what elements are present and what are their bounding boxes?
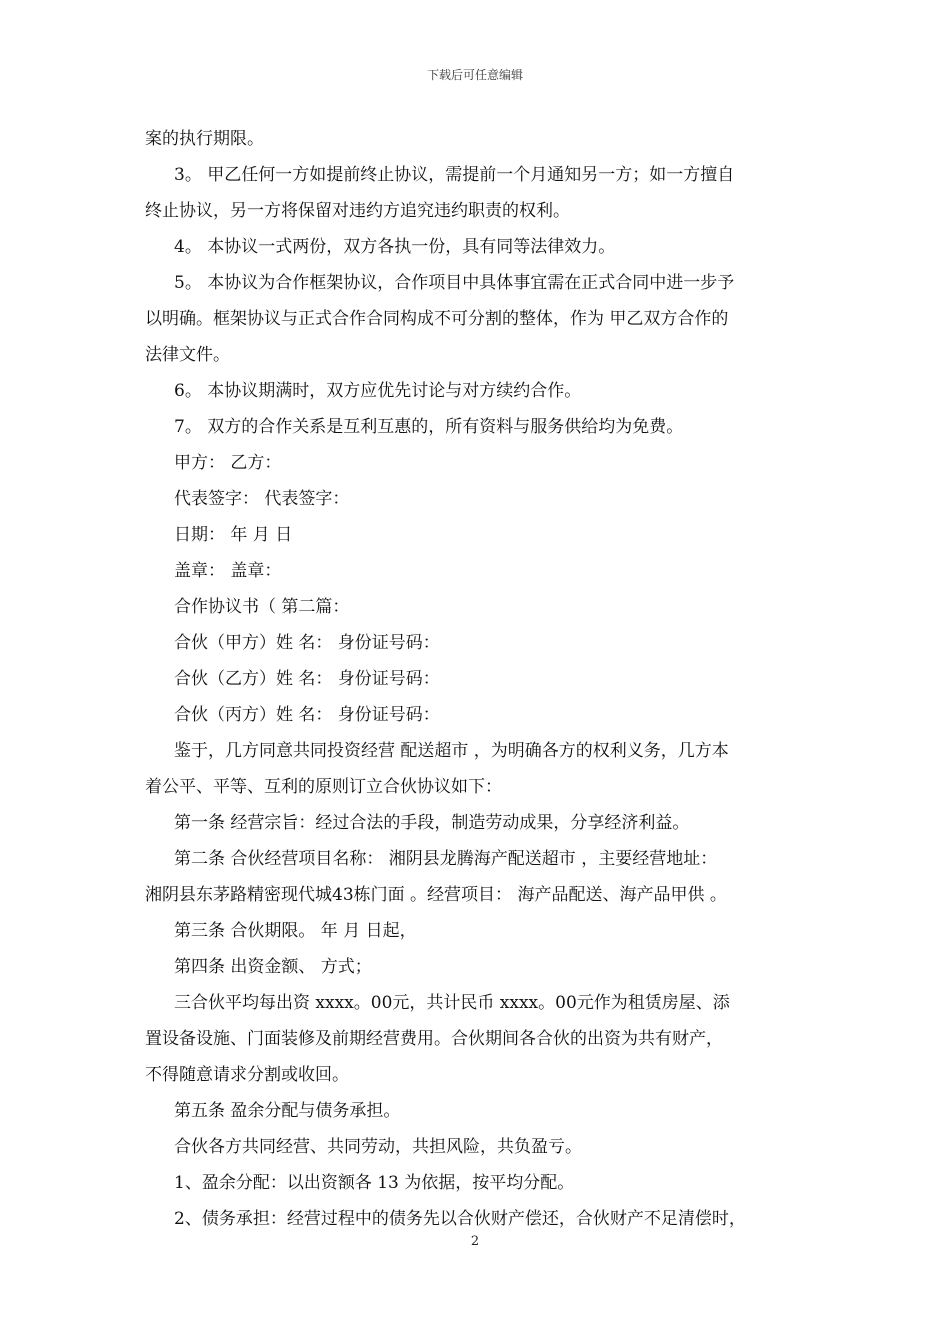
page-number: 2 bbox=[470, 1234, 480, 1249]
text-line: 法律文件。 bbox=[145, 345, 230, 365]
signature-party-line: 甲方： 乙方： bbox=[174, 453, 282, 473]
signature-seal-line: 盖章： 盖章： bbox=[174, 561, 282, 581]
signature-rep-line: 代表签字： 代表签字： bbox=[174, 489, 350, 509]
text-line: 7。 双方的合作关系是互利互惠的，所有资料与服务供给均为免费。 bbox=[174, 417, 684, 437]
text-line: 三合伙平均每出资 xxxx。00元，共计民币 xxxx。00元作为租赁房屋、添 bbox=[174, 993, 730, 1013]
article-line: 第三条 合伙期限。 年 月 日起， bbox=[174, 921, 417, 941]
partner-a-line: 合伙（甲方）姓 名： 身份证号码： bbox=[174, 633, 440, 653]
text-line: 合伙各方共同经营、共同劳动，共担风险，共负盈亏。 bbox=[174, 1137, 582, 1157]
text-line: 2、债务承担：经营过程中的债务先以合伙财产偿还，合伙财产不足清偿时， bbox=[174, 1209, 746, 1229]
text-line: 1、盈余分配：以出资额各 13 为依据，按平均分配。 bbox=[174, 1173, 575, 1193]
text-line: 3。 甲乙任何一方如提前终止协议，需提前一个月通知另一方；如一方擅自 bbox=[174, 165, 735, 185]
partner-c-line: 合伙（丙方）姓 名： 身份证号码： bbox=[174, 705, 440, 725]
partner-b-line: 合伙（乙方）姓 名： 身份证号码： bbox=[174, 669, 440, 689]
article-line: 第五条 盈余分配与债务承担。 bbox=[174, 1101, 401, 1121]
article-line: 第一条 经营宗旨：经过合法的手段，制造劳动成果，分享经济利益。 bbox=[174, 813, 690, 833]
text-line: 置设备设施、门面装修及前期经营费用。合伙期间各合伙的出资为共有财产， bbox=[145, 1029, 723, 1049]
article-line: 第二条 合伙经营项目名称： 湘阴县龙腾海产配送超市 ，主要经营地址： bbox=[174, 849, 718, 869]
text-line: 湘阴县东茅路精密现代城43栋门面 。经营项目： 海产品配送、海产品甲供 。 bbox=[145, 885, 727, 905]
page-header: 下载后可任意编辑 bbox=[426, 68, 523, 82]
text-line: 案的执行期限。 bbox=[145, 129, 264, 149]
text-line: 6。 本协议期满时，双方应优先讨论与对方续约合作。 bbox=[174, 381, 582, 401]
text-line: 着公平、平等、互利的原则订立合伙协议如下： bbox=[145, 777, 502, 797]
text-line: 以明确。框架协议与正式合作合同构成不可分割的整体，作为 甲乙双方合作的 bbox=[145, 309, 729, 329]
text-line: 5。 本协议为合作框架协议，合作项目中具体事宜需在正式合同中进一步予 bbox=[174, 273, 735, 293]
document-body bbox=[145, 121, 815, 1237]
text-line: 不得随意请求分割或收回。 bbox=[145, 1065, 349, 1085]
section-title: 合作协议书（ 第二篇： bbox=[174, 597, 350, 617]
text-line: 鉴于，几方同意共同投资经营 配送超市 ，为明确各方的权利义务，几方本 bbox=[174, 741, 729, 761]
signature-date-line: 日期： 年 月 日 bbox=[174, 525, 293, 545]
text-line: 终止协议，另一方将保留对违约方追究违约职责的权利。 bbox=[145, 201, 570, 221]
article-line: 第四条 出资金额、 方式； bbox=[174, 957, 372, 977]
text-line: 4。 本协议一式两份，双方各执一份，具有同等法律效力。 bbox=[174, 237, 616, 257]
